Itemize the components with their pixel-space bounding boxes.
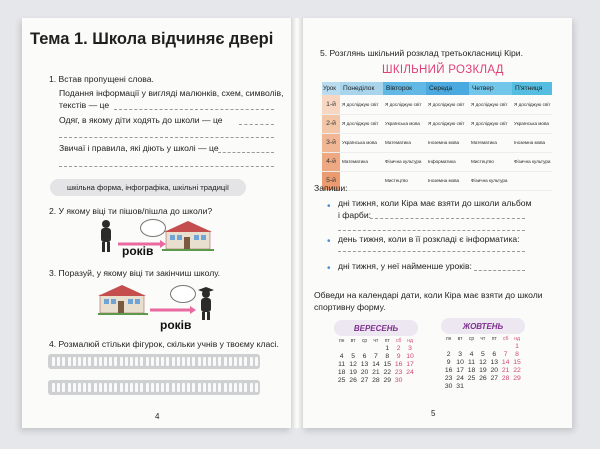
schedule-cell: Математика: [469, 133, 512, 152]
calendar-day[interactable]: 20: [360, 369, 369, 376]
figure-slot[interactable]: [151, 357, 154, 366]
weekday-name: ср: [468, 336, 475, 342]
figure-slot[interactable]: [52, 357, 55, 366]
figure-slot[interactable]: [94, 357, 97, 366]
task-2-text: 2. У якому віці ти пішов/пішла до школи?: [49, 206, 213, 216]
figure-slot[interactable]: [166, 383, 169, 392]
calendar-day[interactable]: 29: [383, 377, 392, 384]
figure-slot[interactable]: [192, 357, 195, 366]
task-1-line-1: Подання інформації у вигляді малюнків, схем, символів,: [59, 88, 284, 98]
school-building-icon: [162, 221, 214, 251]
figure-slot[interactable]: [172, 357, 175, 366]
figure-slot[interactable]: [151, 383, 154, 392]
lesson-number: 4-й: [322, 152, 340, 171]
answer-line[interactable]: [218, 152, 274, 153]
task-1-heading: 1. Встав пропущені слова.: [49, 74, 154, 84]
calendar-day[interactable]: 22: [383, 369, 392, 376]
bullet-icon: •: [327, 263, 331, 274]
day-header-friday: П'ятниця: [512, 82, 552, 95]
figure-slot[interactable]: [52, 383, 55, 392]
student-figure-icon: [101, 220, 111, 252]
calendar-day[interactable]: 8: [385, 353, 390, 360]
calendar-day[interactable]: 28: [501, 375, 510, 382]
calendar-day[interactable]: 9: [396, 353, 401, 360]
answer-line[interactable]: [338, 230, 525, 231]
figure-slot[interactable]: [68, 357, 71, 366]
calendar-day[interactable]: 15: [513, 359, 521, 366]
figure-slot[interactable]: [94, 383, 97, 392]
task-4-text: 4. Розмалюй стільки фігурок, скільки учнів у твоєму класі.: [49, 339, 279, 349]
calendar-day[interactable]: 10: [456, 359, 464, 366]
weekday-name: пн: [338, 338, 345, 344]
day-header-monday: Понеділок: [340, 82, 383, 95]
figure-slot[interactable]: [224, 357, 227, 366]
figure-slot[interactable]: [130, 383, 133, 392]
figure-slot[interactable]: [198, 383, 201, 392]
calendar-day[interactable]: 2: [446, 351, 451, 358]
calendar-day[interactable]: 1: [515, 343, 519, 350]
calendar-day: [500, 383, 511, 390]
calendar-day[interactable]: 7: [503, 351, 508, 358]
calendar-day[interactable]: 20: [490, 367, 499, 374]
answer-bubble[interactable]: [170, 285, 196, 303]
weekday-name: нд: [514, 336, 520, 342]
figure-slot[interactable]: [120, 383, 123, 392]
answer-line[interactable]: [338, 251, 525, 252]
figure-strip-top[interactable]: [48, 354, 260, 369]
figure-slot[interactable]: [125, 383, 128, 392]
task-3-text: 3. Поразуй, у якому віці ти закінчиш школу.: [49, 268, 221, 278]
years-label: років: [160, 318, 192, 332]
calendar-month-title: ЖОВТЕНЬ: [441, 318, 525, 334]
figure-slot[interactable]: [83, 383, 86, 392]
schedule-cell: Мистецтво: [469, 152, 512, 171]
figure-slot[interactable]: [166, 357, 169, 366]
figure-slot[interactable]: [78, 357, 81, 366]
schedule-cell: Українська мова: [340, 133, 383, 152]
task-1-line-2: текстів — це: [59, 100, 110, 110]
schedule-cell: Математика: [340, 152, 383, 171]
bullet-1-continuation: і фарби:: [338, 210, 372, 220]
figure-slot[interactable]: [109, 357, 112, 366]
calendar-day[interactable]: 8: [515, 351, 519, 358]
calendar-day[interactable]: 3: [408, 345, 412, 352]
calendar-day[interactable]: 5: [480, 351, 485, 358]
page-title: Тема 1. Школа відчиняє двері: [30, 30, 274, 48]
calendar-day[interactable]: 6: [492, 351, 497, 358]
answer-line[interactable]: [114, 109, 274, 110]
schedule-cell: Фізична культура: [512, 152, 552, 171]
figure-slot[interactable]: [244, 357, 247, 366]
calendar-day[interactable]: 26: [479, 375, 487, 382]
calendar-day[interactable]: 28: [372, 377, 380, 384]
lesson-column-header: Урок: [322, 82, 340, 95]
figure-slot[interactable]: [192, 383, 195, 392]
calendar-day[interactable]: 11: [467, 359, 475, 366]
figure-slot[interactable]: [109, 383, 112, 392]
schedule-cell: Фізична культура: [383, 152, 426, 171]
calendar-day[interactable]: 24: [456, 375, 464, 382]
figure-slot[interactable]: [130, 357, 133, 366]
calendar-day[interactable]: 25: [467, 375, 476, 382]
calendar-day[interactable]: 27: [360, 377, 369, 384]
calendar-day: [443, 343, 454, 350]
calendar-day: [454, 343, 465, 350]
figure-slot[interactable]: [88, 357, 91, 366]
schedule-cell: Я досліджую світ: [426, 114, 469, 133]
figure-slot[interactable]: [177, 357, 180, 366]
day-header-wednesday: Середа: [426, 82, 469, 95]
figure-slot[interactable]: [62, 383, 65, 392]
schedule-row: [322, 152, 552, 171]
figure-slot[interactable]: [208, 383, 211, 392]
schedule-cell: Я досліджую світ: [469, 95, 512, 114]
years-label: років: [122, 244, 154, 258]
answer-bubble[interactable]: [140, 219, 166, 237]
calendar-day[interactable]: 30: [394, 377, 403, 384]
figure-slot[interactable]: [68, 383, 71, 392]
figure-slot[interactable]: [234, 383, 237, 392]
bullet-icon: •: [327, 236, 331, 247]
weekday-name: сб: [502, 336, 509, 342]
calendar-month-title: ВЕРЕСЕНЬ: [334, 320, 418, 336]
calendar-day: [500, 343, 511, 350]
calendar-day[interactable]: 2: [396, 345, 401, 352]
page-number-left: 4: [155, 412, 160, 421]
graduate-figure-icon: [198, 287, 214, 320]
calendar-day: [359, 345, 370, 352]
weekday-name: пн: [445, 336, 452, 342]
figure-slot[interactable]: [255, 357, 258, 366]
schedule-row: [322, 95, 552, 114]
calendar-day: [336, 345, 347, 352]
schedule-cell: Іноземна мова: [426, 171, 469, 190]
figure-slot[interactable]: [239, 357, 242, 366]
schedule-cell: Я досліджую світ: [383, 95, 426, 114]
figure-slot[interactable]: [161, 383, 164, 392]
calendar-october: [441, 318, 525, 390]
lesson-number: 1-й: [322, 95, 340, 114]
answer-line[interactable]: [59, 166, 274, 167]
figure-slot[interactable]: [177, 383, 180, 392]
figure-slot[interactable]: [140, 357, 143, 366]
figure-slot[interactable]: [88, 383, 91, 392]
schedule-cell: Українська мова: [512, 114, 552, 133]
weekday-name: пт: [491, 336, 497, 342]
figure-slot[interactable]: [57, 357, 60, 366]
figure-slot[interactable]: [114, 383, 117, 392]
calendar-day[interactable]: 1: [385, 345, 390, 352]
answer-line[interactable]: [370, 218, 525, 219]
calendar-day[interactable]: 14: [372, 361, 380, 368]
schedule-title: ШКІЛЬНИЙ РОЗКЛАД: [382, 64, 504, 76]
calendar-day[interactable]: 4: [469, 351, 474, 358]
calendar-day: [489, 343, 500, 350]
schedule-cell: Мистецтво: [383, 171, 426, 190]
figure-slot[interactable]: [156, 383, 159, 392]
calendar-day[interactable]: 11: [338, 361, 346, 368]
graduation-illustration: [98, 283, 218, 323]
weekday-name: вт: [457, 336, 463, 342]
figure-slot[interactable]: [218, 357, 221, 366]
figure-slot[interactable]: [182, 357, 185, 366]
bullet-icon: •: [327, 201, 331, 212]
calendar-day[interactable]: 27: [490, 375, 499, 382]
page-number-right: 5: [431, 409, 436, 418]
figure-slot[interactable]: [239, 383, 242, 392]
write-label: Запиши:: [314, 183, 348, 193]
calendar-day[interactable]: 15: [383, 361, 392, 368]
weekday-name: чт: [480, 336, 486, 342]
schedule-cell: Я досліджую світ: [340, 95, 383, 114]
lesson-number: 5-й: [322, 171, 340, 190]
answer-line[interactable]: [59, 137, 274, 138]
schedule-cell: Іноземна мова: [512, 133, 552, 152]
calendar-day[interactable]: 14: [501, 359, 510, 366]
calendar-september: [334, 320, 418, 388]
calendar-day[interactable]: 12: [479, 359, 487, 366]
figure-slot[interactable]: [224, 383, 227, 392]
schedule-cell: Я досліджую світ: [340, 114, 383, 133]
schedule-row: [322, 114, 552, 133]
figure-slot[interactable]: [135, 383, 138, 392]
figure-slot[interactable]: [250, 357, 253, 366]
calendar-day: [370, 345, 381, 352]
figure-slot[interactable]: [73, 357, 76, 366]
figure-slot[interactable]: [203, 383, 206, 392]
calendar-day[interactable]: 3: [458, 351, 462, 358]
weekday-name: ср: [361, 338, 368, 344]
schedule-cell: Я досліджую світ: [426, 95, 469, 114]
calendar-day[interactable]: 17: [456, 367, 464, 374]
schedule-cell: [512, 171, 552, 190]
word-bank: [50, 179, 246, 196]
figure-slot[interactable]: [146, 357, 149, 366]
figure-slot[interactable]: [187, 383, 190, 392]
figure-slot[interactable]: [99, 357, 102, 366]
calendar-day[interactable]: 23: [394, 369, 403, 376]
answer-line[interactable]: [239, 124, 274, 125]
calendar-day[interactable]: 18: [337, 369, 346, 376]
figure-slot[interactable]: [114, 357, 117, 366]
calendar-day[interactable]: 4: [339, 353, 344, 360]
figure-slot[interactable]: [172, 383, 175, 392]
calendar-day[interactable]: 21: [372, 369, 380, 376]
bullet-1-text: дні тижня, коли Кіра має взяти до школи альбом: [338, 198, 532, 208]
calendar-day[interactable]: 12: [349, 361, 357, 368]
day-header-tuesday: Вівторок: [383, 82, 426, 95]
schedule-cell: Іноземна мова: [426, 133, 469, 152]
schedule-cell: Фізична культура: [469, 171, 512, 190]
schedule-row: [322, 133, 552, 152]
task-5-text: 5. Розглянь шкільний розклад третьокласниці Кіри.: [320, 48, 523, 58]
figure-slot[interactable]: [229, 357, 232, 366]
figure-strip-bottom[interactable]: [48, 380, 260, 395]
lesson-number: 2-й: [322, 114, 340, 133]
figure-slot[interactable]: [104, 357, 107, 366]
figure-slot[interactable]: [146, 383, 149, 392]
figure-slot[interactable]: [78, 383, 81, 392]
figure-slot[interactable]: [244, 383, 247, 392]
day-header-thursday: Четвер: [469, 82, 512, 95]
school-schedule-table: [322, 82, 552, 191]
calendar-day: [404, 377, 415, 384]
calendar-day[interactable]: 5: [351, 353, 355, 360]
school-building-icon: [98, 285, 148, 315]
figure-slot[interactable]: [208, 357, 211, 366]
schedule-cell: Інформатика: [426, 152, 469, 171]
calendar-day[interactable]: 16: [394, 361, 403, 368]
lesson-number: 3-й: [322, 133, 340, 152]
weekday-name: чт: [373, 338, 379, 344]
schedule-cell: Українська мова: [383, 114, 426, 133]
figure-slot[interactable]: [250, 383, 253, 392]
calendar-day[interactable]: 19: [349, 369, 357, 376]
bullet-3-text: дні тижня, у неї найменше уроків:: [338, 261, 472, 271]
calendar-day: [477, 383, 488, 390]
figure-slot[interactable]: [187, 357, 190, 366]
weekday-name: пт: [384, 338, 390, 344]
calendar-day[interactable]: 10: [406, 353, 414, 360]
figure-slot[interactable]: [62, 357, 65, 366]
bullet-2-text: день тижня, коли в її розкладі є інформатика:: [338, 234, 520, 244]
figure-slot[interactable]: [255, 383, 258, 392]
calendar-day[interactable]: 21: [501, 367, 510, 374]
figure-slot[interactable]: [156, 357, 159, 366]
figure-slot[interactable]: [104, 383, 107, 392]
figure-slot[interactable]: [213, 357, 216, 366]
calendar-day[interactable]: 22: [513, 367, 521, 374]
weekday-name: сб: [395, 338, 402, 344]
figure-slot[interactable]: [140, 383, 143, 392]
weekday-name: вт: [350, 338, 356, 344]
calendar-day[interactable]: 17: [406, 361, 414, 368]
calendar-day[interactable]: 25: [337, 377, 346, 384]
schedule-cell: Я досліджую світ: [469, 114, 512, 133]
calendar-day: [347, 345, 358, 352]
calendar-day[interactable]: 6: [362, 353, 367, 360]
calendar-task-line-1: Обведи на календарі дати, коли Кіра має взяти до школи: [314, 290, 543, 300]
calendar-day[interactable]: 30: [444, 383, 453, 390]
task-1-line-3: Одяг, в якому діти ходять до школи — це: [59, 115, 223, 125]
calendar-day: [511, 383, 522, 390]
figure-slot[interactable]: [57, 383, 60, 392]
task-1-line-4: Звичаї і правила, які діють у школі — це: [59, 143, 219, 153]
answer-line[interactable]: [474, 270, 525, 271]
word-bank-text: шкільна форма, інфографіка, шкільні традиції: [66, 183, 230, 192]
figure-slot[interactable]: [198, 357, 201, 366]
calendar-day[interactable]: 26: [349, 377, 357, 384]
schedule-row: [322, 171, 552, 190]
schedule-cell: Математика: [383, 133, 426, 152]
calendar-day[interactable]: 9: [446, 359, 451, 366]
figure-slot[interactable]: [182, 383, 185, 392]
calendar-day: [477, 343, 488, 350]
figure-slot[interactable]: [135, 357, 138, 366]
figure-slot[interactable]: [73, 383, 76, 392]
calendar-day[interactable]: 19: [479, 367, 487, 374]
calendar-day[interactable]: 13: [360, 361, 369, 368]
figure-slot[interactable]: [83, 357, 86, 366]
figure-slot[interactable]: [229, 383, 232, 392]
calendar-day[interactable]: 23: [444, 375, 453, 382]
calendar-day[interactable]: 13: [490, 359, 499, 366]
calendar-day: [489, 383, 500, 390]
calendar-day[interactable]: 16: [444, 367, 453, 374]
figure-slot[interactable]: [218, 383, 221, 392]
calendar-task-line-2: спортивну форму.: [314, 302, 386, 312]
calendar-day[interactable]: 29: [513, 375, 521, 382]
calendar-day: [466, 343, 477, 350]
schedule-cell: Я досліджую світ: [512, 95, 552, 114]
weekday-name: нд: [407, 338, 413, 344]
book-spine: [291, 18, 303, 428]
figure-slot[interactable]: [213, 383, 216, 392]
figure-slot[interactable]: [234, 357, 237, 366]
figure-slot[interactable]: [99, 383, 102, 392]
calendar-day: [466, 383, 477, 390]
figure-slot[interactable]: [125, 357, 128, 366]
figure-slot[interactable]: [120, 357, 123, 366]
calendar-day[interactable]: 7: [373, 353, 378, 360]
figure-slot[interactable]: [203, 357, 206, 366]
calendar-day[interactable]: 24: [406, 369, 414, 376]
figure-slot[interactable]: [161, 357, 164, 366]
calendar-day[interactable]: 18: [467, 367, 476, 374]
calendar-day[interactable]: 31: [456, 383, 464, 390]
